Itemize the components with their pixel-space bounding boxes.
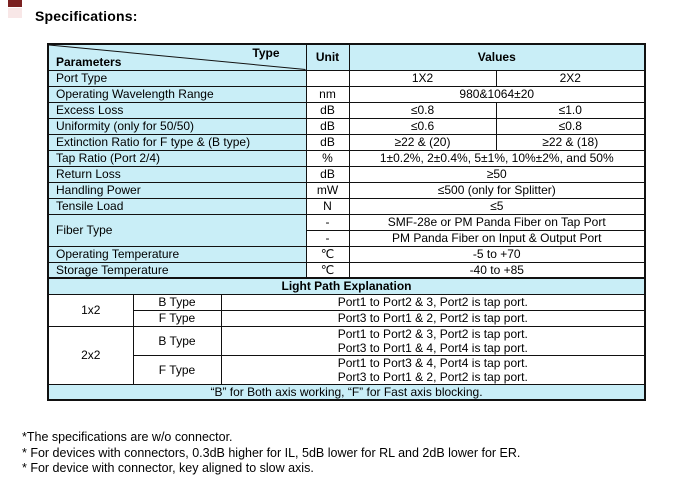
table-row <box>48 70 645 86</box>
param-cell: Return Loss <box>48 166 306 182</box>
table-row <box>48 326 645 355</box>
param-cell: Port Type <box>48 70 306 86</box>
table-row <box>48 182 645 198</box>
param-cell: Operating Temperature <box>48 246 306 262</box>
unit-column-header: Unit <box>306 44 349 70</box>
type-cell: B Type <box>133 326 221 355</box>
unit-cell: - <box>306 230 349 246</box>
pink-square-bullet <box>8 8 22 18</box>
param-cell: Tap Ratio (Port 2/4) <box>48 150 306 166</box>
light-path-desc-line: Port3 to Port1 & 2, Port2 is tap port. <box>337 369 528 384</box>
value-cell-2x2: 2X2 <box>496 70 645 86</box>
table-row <box>48 246 645 262</box>
param-cell: Handling Power <box>48 182 306 198</box>
table-row <box>48 198 645 214</box>
unit-cell <box>306 70 349 86</box>
size-cell-1x2: 1x2 <box>48 294 133 326</box>
light-path-desc <box>221 326 645 355</box>
table-row <box>48 355 645 384</box>
value-cell: 1±0.2%, 2±0.4%, 5±1%, 10%±2%, and 50% <box>349 150 645 166</box>
param-cell: Operating Wavelength Range <box>48 86 306 102</box>
table-row <box>48 214 645 230</box>
unit-cell: N <box>306 198 349 214</box>
value-cell-1x2: 1X2 <box>349 70 496 86</box>
table-row <box>48 166 645 182</box>
light-path-desc-line: Port1 to Port3 & 4, Port4 is tap port. <box>337 355 528 370</box>
value-cell-1x2: ≤0.6 <box>349 118 496 134</box>
param-cell: Uniformity (only for 50/50) <box>48 118 306 134</box>
unit-cell: ℃ <box>306 262 349 278</box>
param-cell: Extinction Ratio for F type & (B type) <box>48 134 306 150</box>
unit-cell: ℃ <box>306 246 349 262</box>
corner-header-cell <box>48 44 306 70</box>
unit-cell: dB <box>306 102 349 118</box>
table-row <box>48 150 645 166</box>
table-row <box>48 102 645 118</box>
size-cell-2x2: 2x2 <box>48 326 133 384</box>
footnotes <box>22 430 520 477</box>
unit-cell: dB <box>306 134 349 150</box>
value-cell: PM Panda Fiber on Input & Output Port <box>349 230 645 246</box>
value-cell: -5 to +70 <box>349 246 645 262</box>
spec-table <box>47 43 646 279</box>
unit-cell: mW <box>306 182 349 198</box>
type-cell: B Type <box>133 294 221 310</box>
unit-cell: nm <box>306 86 349 102</box>
param-cell: Excess Loss <box>48 102 306 118</box>
unit-cell: - <box>306 214 349 230</box>
footnote-line: * For device with connector, key aligned to slow axis. <box>22 461 314 475</box>
type-cell: F Type <box>133 310 221 326</box>
value-cell: SMF-28e or PM Panda Fiber on Tap Port <box>349 214 645 230</box>
table-row <box>48 262 645 278</box>
value-cell-2x2: ≤0.8 <box>496 118 645 134</box>
value-cell-1x2: ≥22 & (20) <box>349 134 496 150</box>
unit-cell: % <box>306 150 349 166</box>
table-row <box>48 134 645 150</box>
type-cell: F Type <box>133 355 221 384</box>
value-cell: 980&1064±20 <box>349 86 645 102</box>
red-square-bullet <box>8 0 22 7</box>
value-cell: ≤500 (only for Splitter) <box>349 182 645 198</box>
axis-note: “B” for Both axis working, “F” for Fast axis blocking. <box>48 384 645 400</box>
page-title: Specifications: <box>35 8 138 24</box>
light-path-desc-line: Port1 to Port2 & 3, Port2 is tap port. <box>337 326 528 341</box>
light-path-section-header: Light Path Explanation <box>48 278 645 294</box>
light-path-desc: Port3 to Port1 & 2, Port2 is tap port. <box>221 310 645 326</box>
unit-cell: dB <box>306 166 349 182</box>
param-cell-fiber-type: Fiber Type <box>48 214 306 246</box>
value-cell: -40 to +85 <box>349 262 645 278</box>
specifications-table <box>47 43 644 401</box>
value-cell: ≥50 <box>349 166 645 182</box>
value-cell-2x2: ≥22 & (18) <box>496 134 645 150</box>
table-row <box>48 86 645 102</box>
unit-cell: dB <box>306 118 349 134</box>
light-path-table <box>47 277 646 401</box>
values-column-header: Values <box>349 44 645 70</box>
table-row <box>48 294 645 310</box>
value-cell-2x2: ≤1.0 <box>496 102 645 118</box>
param-cell: Tensile Load <box>48 198 306 214</box>
table-row <box>48 118 645 134</box>
light-path-desc <box>221 355 645 384</box>
corner-type-label: Type <box>252 46 280 60</box>
value-cell: ≤5 <box>349 198 645 214</box>
light-path-desc: Port1 to Port2 & 3, Port2 is tap port. <box>221 294 645 310</box>
table-row <box>48 310 645 326</box>
corner-parameters-label: Parameters <box>56 54 122 69</box>
light-path-desc-line: Port3 to Port1 & 4, Port4 is tap port. <box>337 340 528 355</box>
param-cell: Storage Temperature <box>48 262 306 278</box>
footnote-line: *The specifications are w/o connector. <box>22 430 233 444</box>
footnote-line: * For devices with connectors, 0.3dB higher for IL, 5dB lower for RL and 2dB lower for ER. <box>22 445 521 460</box>
value-cell-1x2: ≤0.8 <box>349 102 496 118</box>
